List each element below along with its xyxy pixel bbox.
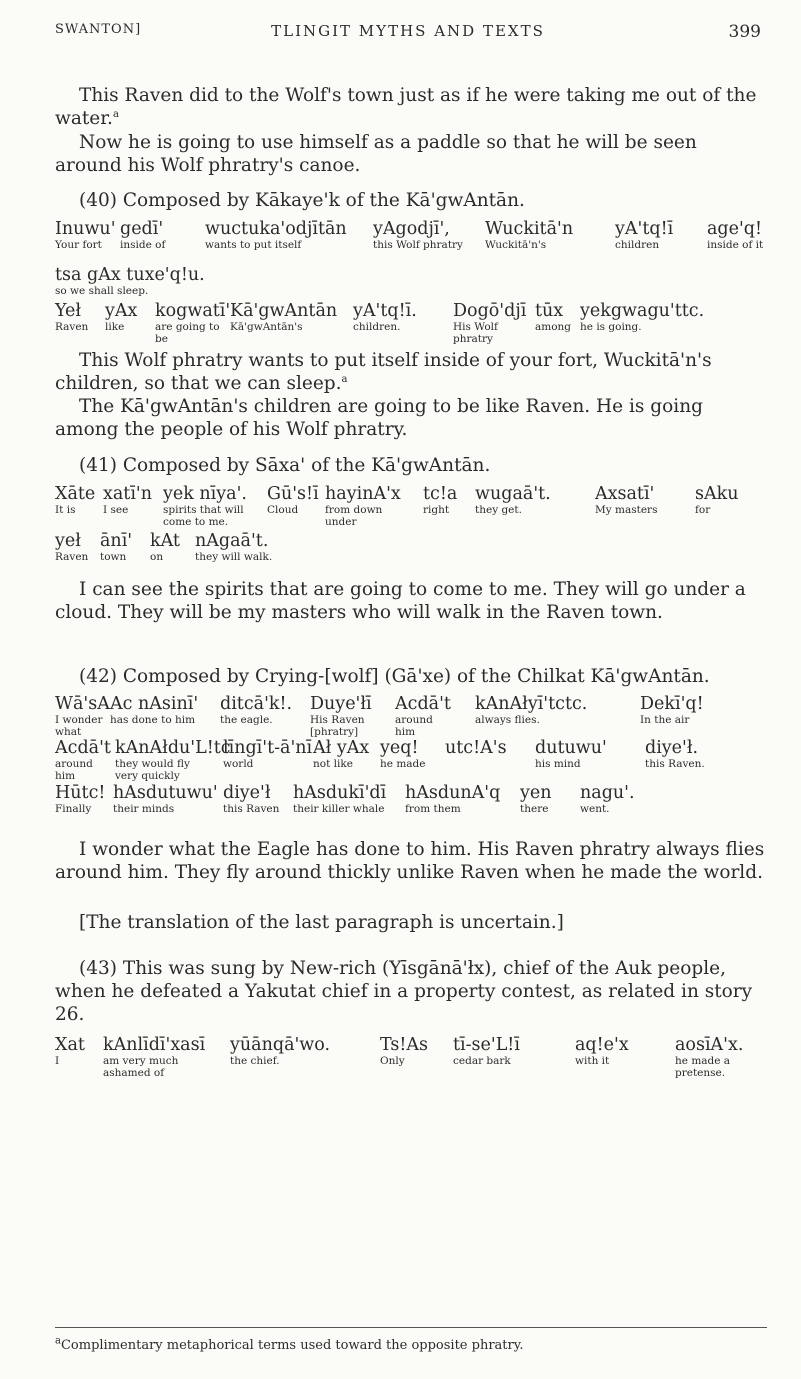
song-42-heading: (42) Composed by Crying-[wolf] (Gā'xe) of the Chilkat Kā'gwAntān. xyxy=(79,666,710,687)
song-40-line-3 xyxy=(55,301,767,343)
interlinear-word: līngī't-ā'nī world xyxy=(223,738,313,770)
interlinear-word: hAsdutuwu' their minds xyxy=(113,783,218,815)
song-41-line-1 xyxy=(55,484,767,526)
interlinear-word: aq!e'x with it xyxy=(575,1035,629,1067)
interlinear-word: kAnAłyī'tctc. always flies. xyxy=(475,694,588,726)
interlinear-word: Duye'łī His Raven [phratry] xyxy=(310,694,372,738)
song-41-line-2 xyxy=(55,531,767,573)
interlinear-word: wuctuka'odjītān wants to put itself xyxy=(205,219,347,251)
interlinear-word: yekgwagu'ttc. he is going. xyxy=(580,301,705,333)
interlinear-word: Ac nAsinī' has done to him xyxy=(110,694,199,726)
interlinear-word: tūx among xyxy=(535,301,572,333)
interlinear-word: yek nīya'. spirits that will come to me. xyxy=(163,484,247,528)
interlinear-word: Inuwu' Your fort xyxy=(55,219,116,251)
footnote: $^a$Complimentary metaphorical terms used toward the opposite phratry. xyxy=(55,1335,524,1353)
interlinear-word: dutuwu' his mind xyxy=(535,738,607,770)
interlinear-word: Xāte It is xyxy=(55,484,96,516)
song-42-line-2 xyxy=(55,738,767,780)
interlinear-word: Yeł Raven xyxy=(55,301,89,333)
interlinear-word: tsa gAx tuxe'q!u. so we shall sleep. xyxy=(55,265,205,297)
song-42-line-1 xyxy=(55,694,767,736)
interlinear-word: nagu'. went. xyxy=(580,783,635,815)
interlinear-word: Kā'gwAntān Kā'gwAntān's xyxy=(230,301,338,333)
interlinear-word: Ał yAx not like xyxy=(313,738,370,770)
interlinear-word: Xat I xyxy=(55,1035,85,1067)
interlinear-word: yAx like xyxy=(105,301,138,333)
interlinear-word: yen there xyxy=(520,783,552,815)
song-42-note: [The translation of the last paragraph is uncertain.] xyxy=(79,912,564,933)
interlinear-word: hAsdunA'q from them xyxy=(405,783,501,815)
interlinear-word: sAku for xyxy=(695,484,739,516)
song-42-translation: I wonder what the Eagle has done to him. His Raven phratry always flies around him. They fly around thickly unlike Raven when he made the world. xyxy=(55,839,765,883)
interlinear-word: Acdā't around him xyxy=(55,738,111,782)
footnote-rule xyxy=(55,1327,767,1328)
interlinear-word: hayinA'x from down under xyxy=(325,484,401,528)
interlinear-word: Acdā't around him xyxy=(395,694,451,738)
interlinear-word: Gū's!ī Cloud xyxy=(267,484,319,516)
song-40-heading: (40) Composed by Kākaye'k of the Kā'gwAntān. xyxy=(79,190,525,211)
interlinear-word: gedī' inside of xyxy=(120,219,166,251)
interlinear-word: xatī'n I see xyxy=(103,484,153,516)
song-43-line-1 xyxy=(55,1035,767,1095)
intro-paragraph-1: This Raven did to the Wolf's town just as if he were taking me out of the water.$^a$ xyxy=(55,85,757,129)
intro-paragraph-2: Now he is going to use himself as a paddle so that he will be seen around his Wolf phratry's canoe. xyxy=(55,132,697,176)
interlinear-word: kogwatī' are going to be xyxy=(155,301,231,345)
interlinear-word: Wā'sA I wonder what xyxy=(55,694,110,738)
song-41-translation: I can see the spirits that are going to come to me. They will go under a cloud. They will be my masters who will walk in the Raven town. xyxy=(55,579,746,623)
interlinear-word: yeq! he made xyxy=(380,738,426,770)
song-40-line-1 xyxy=(55,219,767,261)
interlinear-word: tī-se'L!ī cedar bark xyxy=(453,1035,520,1067)
interlinear-word: Axsatī' My masters xyxy=(595,484,658,516)
song-42-line-3 xyxy=(55,783,767,825)
interlinear-word: ānī' town xyxy=(100,531,133,563)
song-43-heading: (43) This was sung by New-rich (Yīsgānā'łx), chief of the Auk people, when he defeated a Yakutat chief in a property contest, as related in story 26. xyxy=(55,958,753,1025)
header-title: TLINGIT MYTHS AND TEXTS xyxy=(271,22,545,40)
page-number: 399 xyxy=(728,22,761,42)
interlinear-word: utc!A's xyxy=(445,738,507,758)
interlinear-word: kAt on xyxy=(150,531,180,563)
interlinear-word: yA'tq!ī children xyxy=(615,219,674,251)
running-header xyxy=(55,22,761,46)
song-40-translation-1: This Wolf phratry wants to put itself inside of your fort, Wuckitā'n's children, so that we can sleep.$^a$ xyxy=(55,350,712,394)
interlinear-word: Wuckitā'n Wuckitā'n's xyxy=(485,219,574,251)
interlinear-word: tc!a right xyxy=(423,484,458,516)
interlinear-word: diye'ł this Raven xyxy=(223,783,280,815)
interlinear-word: Dekī'q! In the air xyxy=(640,694,704,726)
interlinear-word: ditcā'k!. the eagle. xyxy=(220,694,293,726)
song-40-translation-2: The Kā'gwAntān's children are going to be like Raven. He is going among the people of his Wolf phratry. xyxy=(55,396,703,440)
interlinear-word: Ts!As Only xyxy=(380,1035,429,1067)
song-41-heading: (41) Composed by Sāxa' of the Kā'gwAntān. xyxy=(79,455,491,476)
interlinear-word: yAgodjī', this Wolf phratry xyxy=(373,219,463,251)
interlinear-word: Hūtc! Finally xyxy=(55,783,106,815)
interlinear-word: nAgaā't. they will walk. xyxy=(195,531,273,563)
interlinear-word: Dogō'djī His Wolf phratry xyxy=(453,301,527,345)
header-author: SWANTON] xyxy=(55,22,142,37)
interlinear-word: yA'tq!ī. children. xyxy=(353,301,417,333)
interlinear-word: age'q! inside of it xyxy=(707,219,764,251)
interlinear-word: hAsdukī'dī their killer whale xyxy=(293,783,387,815)
interlinear-word: yūānqā'wo. the chief. xyxy=(230,1035,331,1067)
interlinear-word: aosīA'x. he made a pretense. xyxy=(675,1035,744,1079)
interlinear-word: yeł Raven xyxy=(55,531,89,563)
interlinear-word: wugaā't. they get. xyxy=(475,484,551,516)
interlinear-word: kAnAłdu'L!tc they would fly very quickly xyxy=(115,738,231,782)
interlinear-word: diye'ł. this Raven. xyxy=(645,738,705,770)
interlinear-word: kAnlīdī'xasī am very much ashamed of xyxy=(103,1035,206,1079)
